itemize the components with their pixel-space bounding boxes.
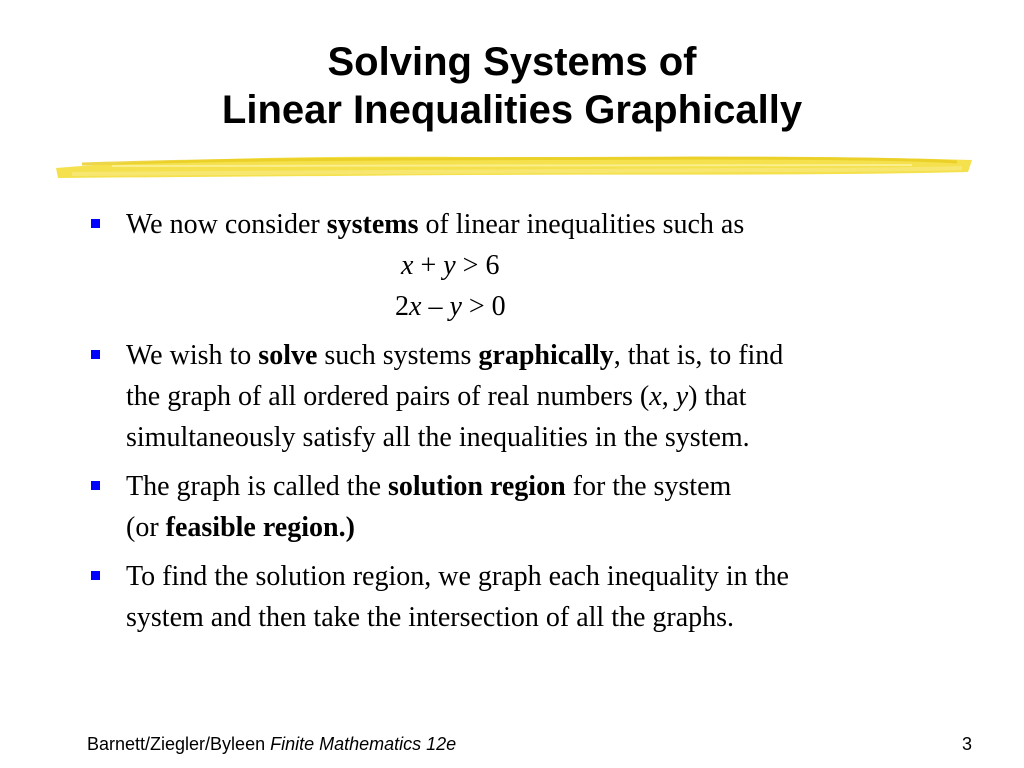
bullet-marker bbox=[91, 571, 100, 580]
footer-book-title: Finite Mathematics 12e bbox=[270, 734, 457, 754]
bold-term-feasible-region: feasible region. bbox=[165, 512, 346, 543]
equation-2: 2x – y > 0 bbox=[395, 291, 506, 322]
bullet-3-line-2: (or feasible region.) bbox=[126, 512, 355, 543]
page-number: 3 bbox=[961, 734, 972, 754]
bold-term-systems: systems bbox=[326, 209, 419, 240]
bullet-marker bbox=[91, 219, 100, 228]
slide-title bbox=[0, 38, 1024, 134]
bullet-marker bbox=[91, 481, 100, 490]
bold-term-solve: solve bbox=[258, 340, 318, 371]
footer-authors: Barnett/Ziegler/Byleen bbox=[87, 734, 271, 754]
bullet-2-line-3: simultaneously satisfy all the inequalities in the system. bbox=[126, 422, 750, 453]
bullet-marker bbox=[91, 350, 100, 359]
bold-term-graphically: graphically bbox=[478, 340, 614, 371]
bullet-4-line-2: system and then take the intersection of all the graphs. bbox=[126, 602, 735, 633]
bullet-2-line-1: We wish to solve such systems graphically, that is, to find bbox=[126, 340, 784, 371]
bullet-2-line-2: the graph of all ordered pairs of real numbers (x, y) that bbox=[126, 381, 747, 412]
footer-credit bbox=[87, 733, 456, 755]
equation-1: x + y > 6 bbox=[401, 250, 500, 281]
slide-title-line-2: Linear Inequalities Graphically bbox=[221, 88, 803, 132]
bullet-3-line-1: The graph is called the solution region for the system bbox=[126, 471, 732, 502]
bullet-1-text: We now consider systems of linear inequalities such as bbox=[126, 209, 745, 240]
bold-term-solution-region: solution region bbox=[388, 471, 566, 502]
slide-title-line-1: Solving Systems of bbox=[327, 40, 697, 84]
highlighter-stroke bbox=[52, 146, 976, 186]
bullet-4-line-1: To find the solution region, we graph each inequality in the bbox=[126, 561, 789, 592]
